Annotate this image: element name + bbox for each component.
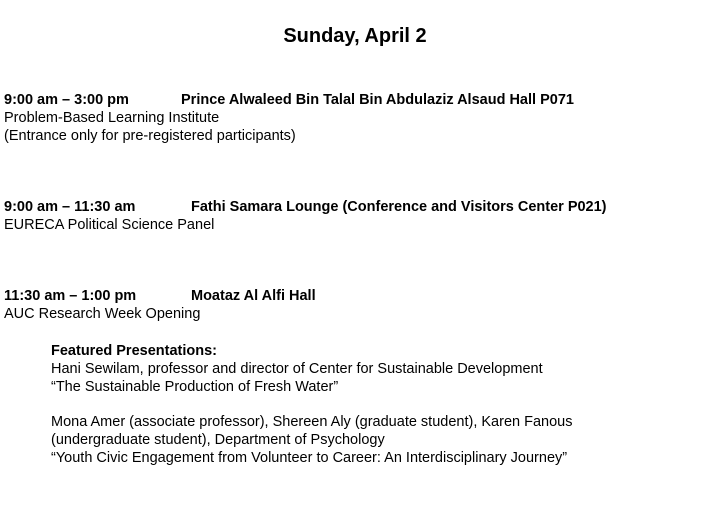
event-header (4, 91, 574, 109)
schedule-event (4, 287, 316, 323)
event-location: Fathi Samara Lounge (Conference and Visitors Center P021) (191, 199, 607, 215)
event-time: 9:00 am – 11:30 am (4, 199, 136, 215)
presentation-title: “The Sustainable Production of Fresh Water” (51, 379, 339, 395)
schedule-event (4, 91, 574, 145)
event-location: Moataz Al Alfi Hall (191, 288, 316, 304)
event-header (4, 198, 607, 216)
presentation (51, 413, 572, 467)
event-note: (Entrance only for pre-registered participants) (4, 128, 296, 144)
schedule-event (4, 198, 607, 234)
event-header (4, 287, 316, 305)
page-title: Sunday, April 2 (283, 25, 427, 47)
presentation (51, 360, 572, 396)
presenter-info: Mona Amer (associate professor), Shereen Aly (graduate student), Karen Fanous (51, 414, 573, 430)
event-time: 9:00 am – 3:00 pm (4, 92, 129, 108)
presenter-info: Hani Sewilam, professor and director of Center for Sustainable Development (51, 361, 543, 377)
presenter-department: (undergraduate student), Department of Psychology (51, 432, 385, 448)
presentation-title: “Youth Civic Engagement from Volunteer to Career: An Interdisciplinary Journey” (51, 450, 568, 466)
event-time: 11:30 am – 1:00 pm (4, 288, 137, 304)
featured-presentations (51, 342, 572, 467)
event-location: Prince Alwaleed Bin Talal Bin Abdulaziz Alsaud Hall P071 (181, 92, 574, 108)
event-title: AUC Research Week Opening (4, 306, 201, 322)
event-title: EURECA Political Science Panel (4, 217, 215, 233)
event-title: Problem-Based Learning Institute (4, 110, 220, 126)
featured-heading: Featured Presentations: (51, 343, 217, 359)
